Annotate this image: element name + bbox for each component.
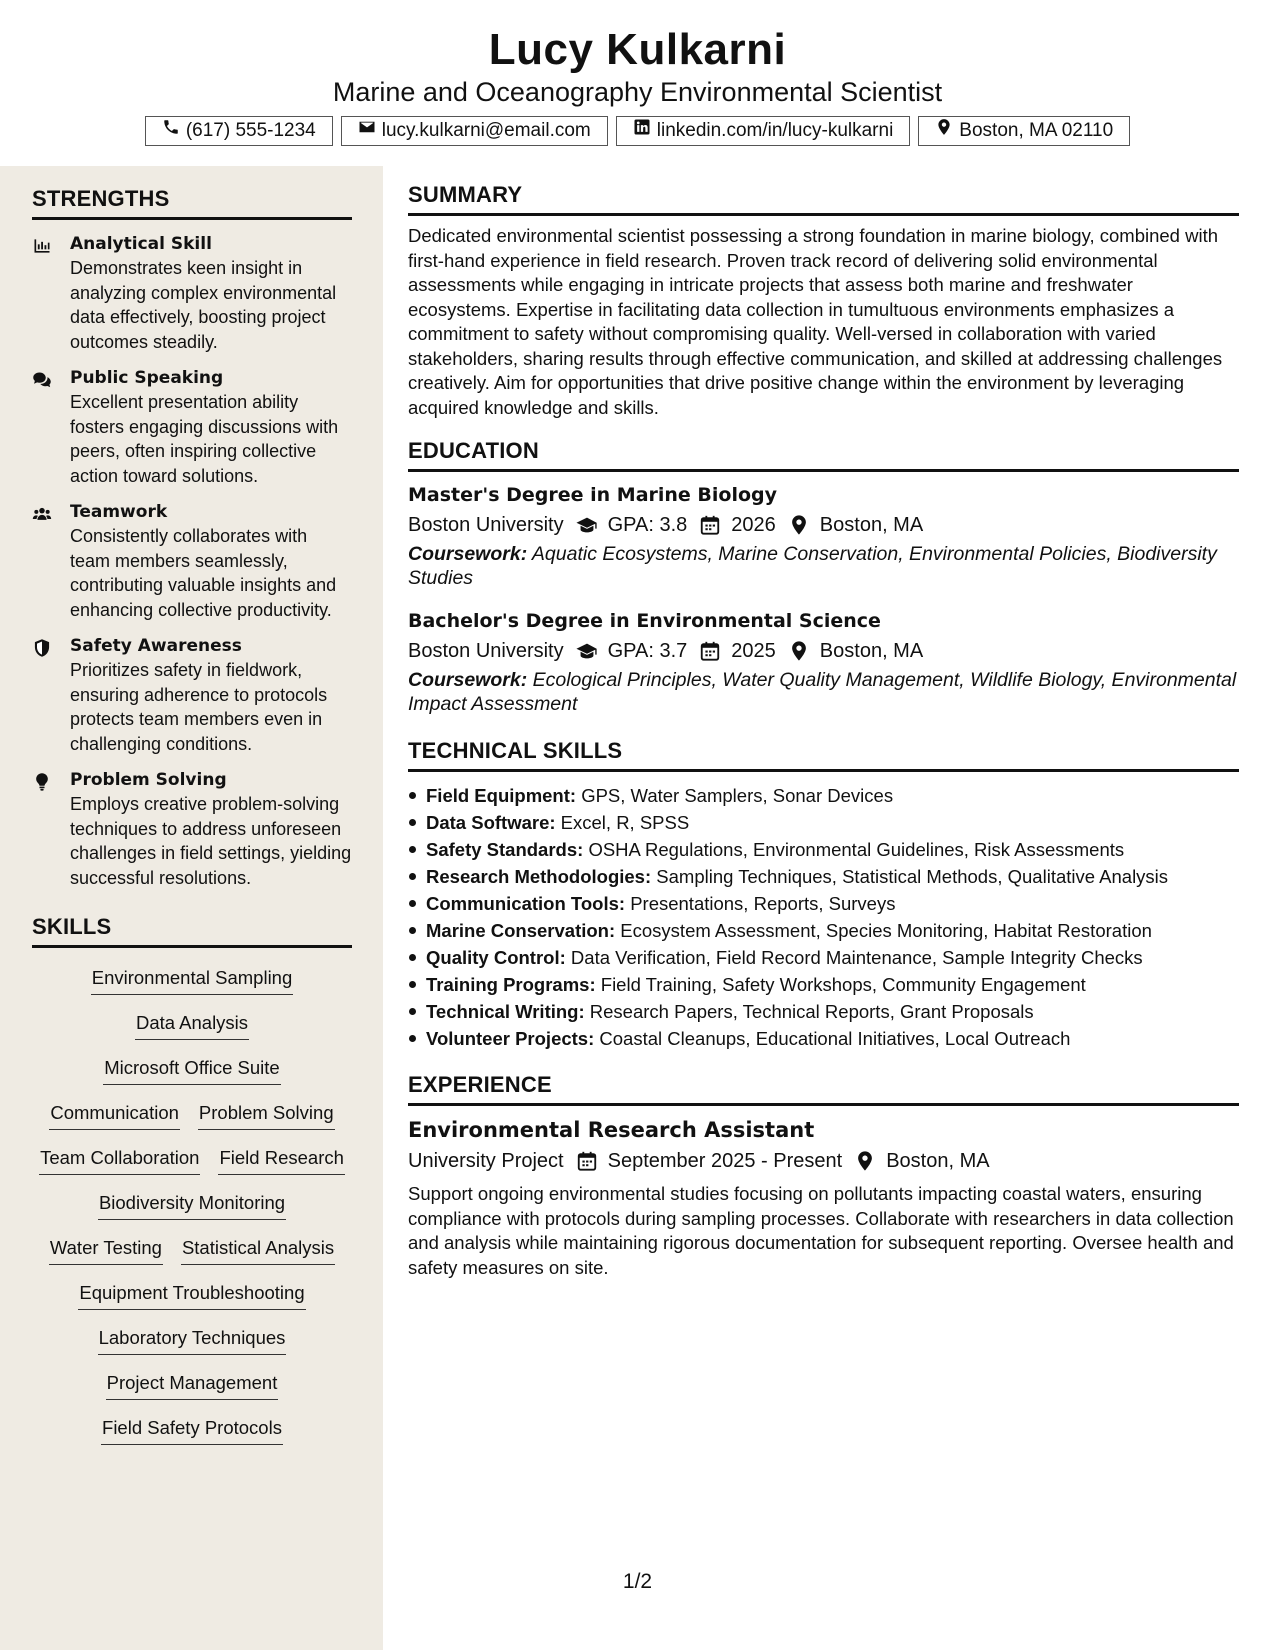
skill-value: Sampling Techniques, Statistical Methods, Qualitative Analysis [656,866,1169,887]
list-item [408,971,1239,998]
map-pin-icon [788,640,810,662]
comments-icon [32,366,70,488]
contact-linkedin-text: linkedin.com/in/lucy-kulkarni [656,120,894,141]
skill-tag: Water Testing [49,1236,163,1265]
school-name: Boston University [408,514,564,536]
contact-linkedin[interactable] [616,116,911,146]
skill-tag: Equipment Troubleshooting [78,1281,305,1310]
skill-tag: Data Analysis [135,1011,249,1040]
coursework [408,668,1239,716]
candidate-name: Lucy Kulkarni [488,25,787,74]
contact-email[interactable] [341,116,608,146]
coursework-label: Coursework: [408,543,528,565]
strength-item [32,500,352,622]
skill-tag: Field Research [218,1146,344,1175]
coursework-list: Aquatic Ecosystems, Marine Conservation, Environmental Policies, Biodiversity Studies [408,543,1217,589]
education-meta [408,510,1239,540]
skill-label: Safety Standards: [426,839,584,860]
skill-label: Technical Writing: [426,1001,585,1022]
summary-section [408,182,1239,420]
technical-skills-section [408,738,1239,1052]
list-item [408,782,1239,809]
technical-skills-list [408,782,1239,1052]
calendar-icon [699,514,721,536]
list-item [408,890,1239,917]
coursework-list: Ecological Principles, Water Quality Management, Wildlife Biology, Environmental Impact Assessment [408,669,1237,715]
strength-item [32,366,352,488]
calendar-icon [699,640,721,662]
graduation-year: 2026 [731,514,776,536]
skill-label: Volunteer Projects: [426,1028,595,1049]
skill-value: Ecosystem Assessment, Species Monitoring, Habitat Restoration [620,920,1152,941]
skill-label: Quality Control: [426,947,566,968]
list-item [408,863,1239,890]
strength-title: Analytical Skill [70,234,212,254]
contact-row [0,116,1275,146]
education-location: Boston, MA [819,514,924,536]
strength-text: Excellent presentation ability fosters engaging discussions with peers, often inspiring collective action toward solutions. [70,392,339,486]
gpa: GPA: 3.7 [607,640,688,662]
strength-title: Safety Awareness [70,636,242,656]
strength-title: Problem Solving [70,770,227,790]
candidate-role: Marine and Oceanography Environmental Scientist [332,77,943,107]
education-item [408,482,1239,590]
skill-tag: Statistical Analysis [181,1236,335,1265]
skill-label: Communication Tools: [426,893,626,914]
bar-chart-icon [32,232,70,354]
skill-tag: Communication [49,1101,180,1130]
coursework [408,542,1239,590]
job-dates: September 2025 - Present [607,1150,843,1172]
skill-value: OSHA Regulations, Environmental Guidelines, Risk Assessments [588,839,1125,860]
skill-value: Coastal Cleanups, Educational Initiatives, Local Outreach [599,1028,1071,1049]
job-location: Boston, MA [886,1150,990,1172]
job-description: Support ongoing environmental studies focusing on pollutants impacting coastal waters, ensuring compliance with protocols during sampling processes. Collaborate with researchers in data collection and analysis while maintaining rigorous documentation for subsequent reporting. Oversee health and safety measures on site. [408,1183,1234,1278]
strength-text: Prioritizes safety in fieldwork, ensuring adherence to protocols protects team members even in challenging conditions. [70,660,328,754]
contact-location-text: Boston, MA 02110 [959,120,1114,141]
contact-phone[interactable] [145,116,333,146]
strength-item [32,634,352,756]
school-name: Boston University [408,640,564,662]
skill-value: GPS, Water Samplers, Sonar Devices [581,785,894,806]
strength-item [32,768,352,890]
map-pin-icon [935,117,953,145]
strength-text: Demonstrates keen insight in analyzing complex environmental data effectively, boosting project outcomes steadily. [70,258,337,352]
list-item [408,809,1239,836]
job-organization: University Project [408,1150,564,1172]
skill-label: Training Programs: [426,974,596,995]
education-heading: EDUCATION [408,438,1239,472]
list-item [408,917,1239,944]
strength-title: Public Speaking [70,368,224,388]
skill-label: Data Software: [426,812,556,833]
education-section [408,438,1239,716]
graduation-cap-icon [576,640,598,662]
users-icon [32,500,70,622]
graduation-year: 2025 [731,640,776,662]
strength-title: Teamwork [70,502,168,522]
summary-text: Dedicated environmental scientist possessing a strong foundation in marine biology, combined with first-hand experience in field research. Proven track record of delivering solid environmental assessments while engaging in intricate projects that assess both marine and freshwater ecosystems. Expertise in facilitating data collection in tumultuous environments emphasizes a commitment to safety without compromising quality. Well-versed in collaboration with varied stakeholders, sharing results through effective communication, and skilled at addressing challenges creatively. Aim for opportunities that drive positive change within the environment by leveraging acquired knowledge and skills. [408,225,1223,418]
skills-heading: SKILLS [32,914,352,948]
skill-tag: Biodiversity Monitoring [98,1191,286,1220]
shield-icon [32,634,70,756]
skill-value: Presentations, Reports, Surveys [630,893,896,914]
skill-tag: Project Management [106,1371,279,1400]
contact-phone-text: (617) 555-1234 [185,120,316,141]
degree-title: Master's Degree in Marine Biology [408,484,778,506]
degree-title: Bachelor's Degree in Environmental Science [408,610,881,632]
skill-tag: Environmental Sampling [91,966,294,995]
coursework-label: Coursework: [408,669,528,691]
skill-value: Field Training, Safety Workshops, Community Engagement [600,974,1086,995]
list-item [408,944,1239,971]
skill-value: Research Papers, Technical Reports, Grant Proposals [589,1001,1034,1022]
job-meta [408,1146,1239,1176]
page-number: 1/2 [622,1570,653,1593]
list-item [408,836,1239,863]
resume-header [0,0,1275,146]
contact-email-text: lucy.kulkarni@email.com [381,120,591,141]
phone-icon [162,117,180,145]
strength-text: Consistently collaborates with team members seamlessly, contributing valuable insights and enhancing collective productivity. [70,526,337,620]
technical-skills-heading: TECHNICAL SKILLS [408,738,1239,772]
summary-heading: SUMMARY [408,182,1239,216]
skill-label: Marine Conservation: [426,920,616,941]
strength-text: Employs creative problem-solving techniques to address unforeseen challenges in field settings, yielding successful resolutions. [70,794,352,888]
lightbulb-icon [32,768,70,890]
job-title: Environmental Research Assistant [408,1118,815,1142]
linkedin-icon [633,117,651,145]
education-meta [408,636,1239,666]
list-item [408,1025,1239,1052]
experience-item [408,1116,1239,1280]
skill-label: Research Methodologies: [426,866,652,887]
list-item [408,998,1239,1025]
experience-heading: EXPERIENCE [408,1072,1239,1106]
calendar-icon [576,1150,598,1172]
education-location: Boston, MA [819,640,924,662]
contact-location [918,116,1130,146]
graduation-cap-icon [576,514,598,536]
map-pin-icon [854,1150,876,1172]
skill-tag: Problem Solving [198,1101,335,1130]
skill-value: Excel, R, SPSS [560,812,690,833]
strengths-heading: STRENGTHS [32,186,352,220]
skill-label: Field Equipment: [426,785,577,806]
strength-item [32,232,352,354]
skill-tag: Team Collaboration [39,1146,200,1175]
main-column [408,182,1239,1294]
skill-value: Data Verification, Field Record Maintenance, Sample Integrity Checks [570,947,1143,968]
experience-section [408,1072,1239,1280]
sidebar [0,166,383,1650]
map-pin-icon [788,514,810,536]
skills-list [32,958,352,1453]
education-item [408,608,1239,716]
envelope-icon [358,117,376,145]
skill-tag: Field Safety Protocols [101,1416,283,1445]
skill-tag: Laboratory Techniques [98,1326,287,1355]
gpa: GPA: 3.8 [607,514,688,536]
skill-tag: Microsoft Office Suite [103,1056,280,1085]
